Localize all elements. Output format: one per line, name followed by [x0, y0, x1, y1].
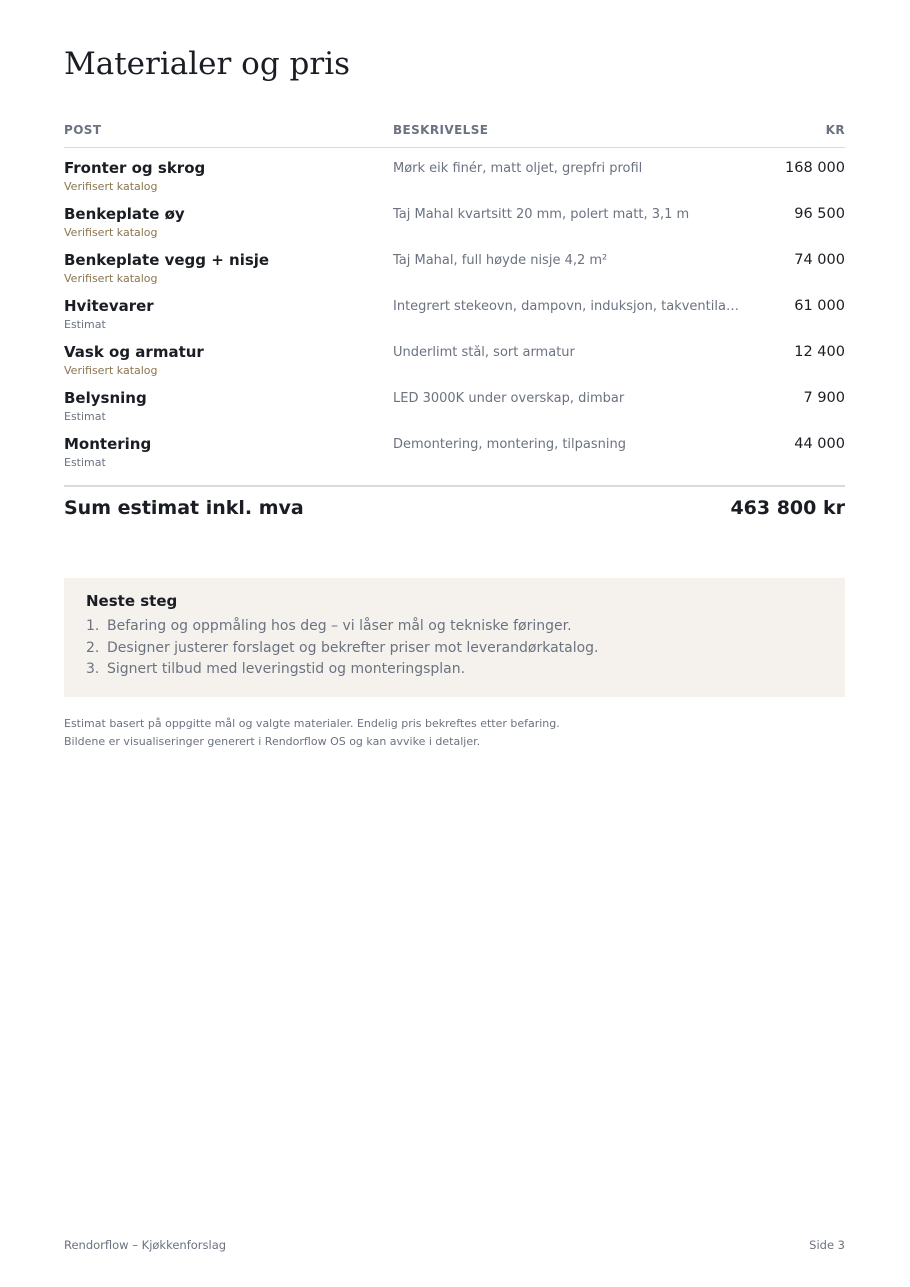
item-price: 44 000 [794, 436, 845, 452]
source-badge: Verifisert katalog [64, 180, 158, 193]
table-row [64, 296, 845, 342]
source-badge: Estimat [64, 410, 106, 423]
table-row [64, 388, 845, 434]
next-steps-panel [64, 578, 845, 697]
item-description: Demontering, montering, tilpasning [393, 437, 626, 452]
list-item [86, 618, 599, 640]
list-item [86, 640, 599, 662]
item-name: Benkeplate øy [64, 205, 185, 223]
column-header-post: POST [64, 123, 102, 137]
footer-document-name: Rendorflow – Kjøkkenforslag [64, 1238, 227, 1252]
source-badge: Estimat [64, 318, 106, 331]
column-header-kr: KR [825, 123, 845, 137]
column-header-description: BESKRIVELSE [393, 123, 489, 137]
table-header [64, 121, 845, 148]
disclaimer-line: Bildene er visualiseringer generert i Rendorflow OS og kan avvike i detaljer. [64, 735, 481, 748]
item-price: 7 900 [803, 390, 845, 406]
item-description: LED 3000K under overskap, dimbar [393, 391, 625, 406]
table-row [64, 204, 845, 250]
disclaimer-line: Estimat basert på oppgitte mål og valgte materialer. Endelig pris bekreftes etter befaring. [64, 717, 560, 730]
item-name: Montering [64, 435, 152, 453]
item-name: Fronter og skrog [64, 159, 206, 177]
table-row [64, 434, 845, 480]
item-name: Benkeplate vegg + nisje [64, 251, 270, 269]
item-price: 168 000 [785, 160, 845, 176]
item-description: Taj Mahal, full høyde nisje 4,2 m² [393, 253, 608, 268]
item-description: Mørk eik finér, matt oljet, grepfri profil [393, 161, 643, 176]
item-description: Underlimt stål, sort armatur [393, 345, 575, 360]
next-steps-list [86, 618, 599, 683]
item-description: Taj Mahal kvartsitt 20 mm, polert matt, 3,1 m [393, 207, 690, 222]
list-item [86, 661, 599, 683]
item-description: Integrert stekeovn, dampovn, induksjon, takventila… [393, 299, 739, 314]
source-badge: Verifisert katalog [64, 272, 158, 285]
table-row [64, 342, 845, 388]
item-name: Vask og armatur [64, 343, 204, 361]
step-text: Befaring og oppmåling hos deg – vi låser mål og tekniske føringer. [107, 618, 572, 634]
step-number: 2. [86, 639, 100, 656]
item-price: 96 500 [794, 206, 845, 222]
footer-page-number: Side 3 [809, 1238, 845, 1252]
total-label: Sum estimat inkl. mva [64, 497, 304, 519]
source-badge: Verifisert katalog [64, 364, 158, 377]
total-value: 463 800 kr [730, 497, 845, 519]
item-name: Belysning [64, 389, 147, 407]
step-text: Designer justerer forslaget og bekrefter priser mot leverandørkatalog. [107, 639, 599, 656]
table-row [64, 158, 845, 204]
step-number: 3. [86, 661, 100, 677]
source-badge: Verifisert katalog [64, 226, 158, 239]
item-price: 74 000 [794, 252, 845, 268]
item-price: 61 000 [794, 298, 845, 314]
step-text: Signert tilbud med leveringstid og monteringsplan. [107, 661, 466, 677]
table-row [64, 250, 845, 296]
price-table [64, 158, 845, 480]
source-badge: Estimat [64, 456, 106, 469]
page-title: Materialer og pris [64, 46, 351, 82]
next-steps-title: Neste steg [86, 592, 178, 610]
disclaimer [64, 715, 560, 751]
step-number: 1. [86, 618, 100, 634]
total-divider [64, 485, 845, 487]
item-price: 12 400 [794, 344, 845, 360]
item-name: Hvitevarer [64, 297, 154, 315]
